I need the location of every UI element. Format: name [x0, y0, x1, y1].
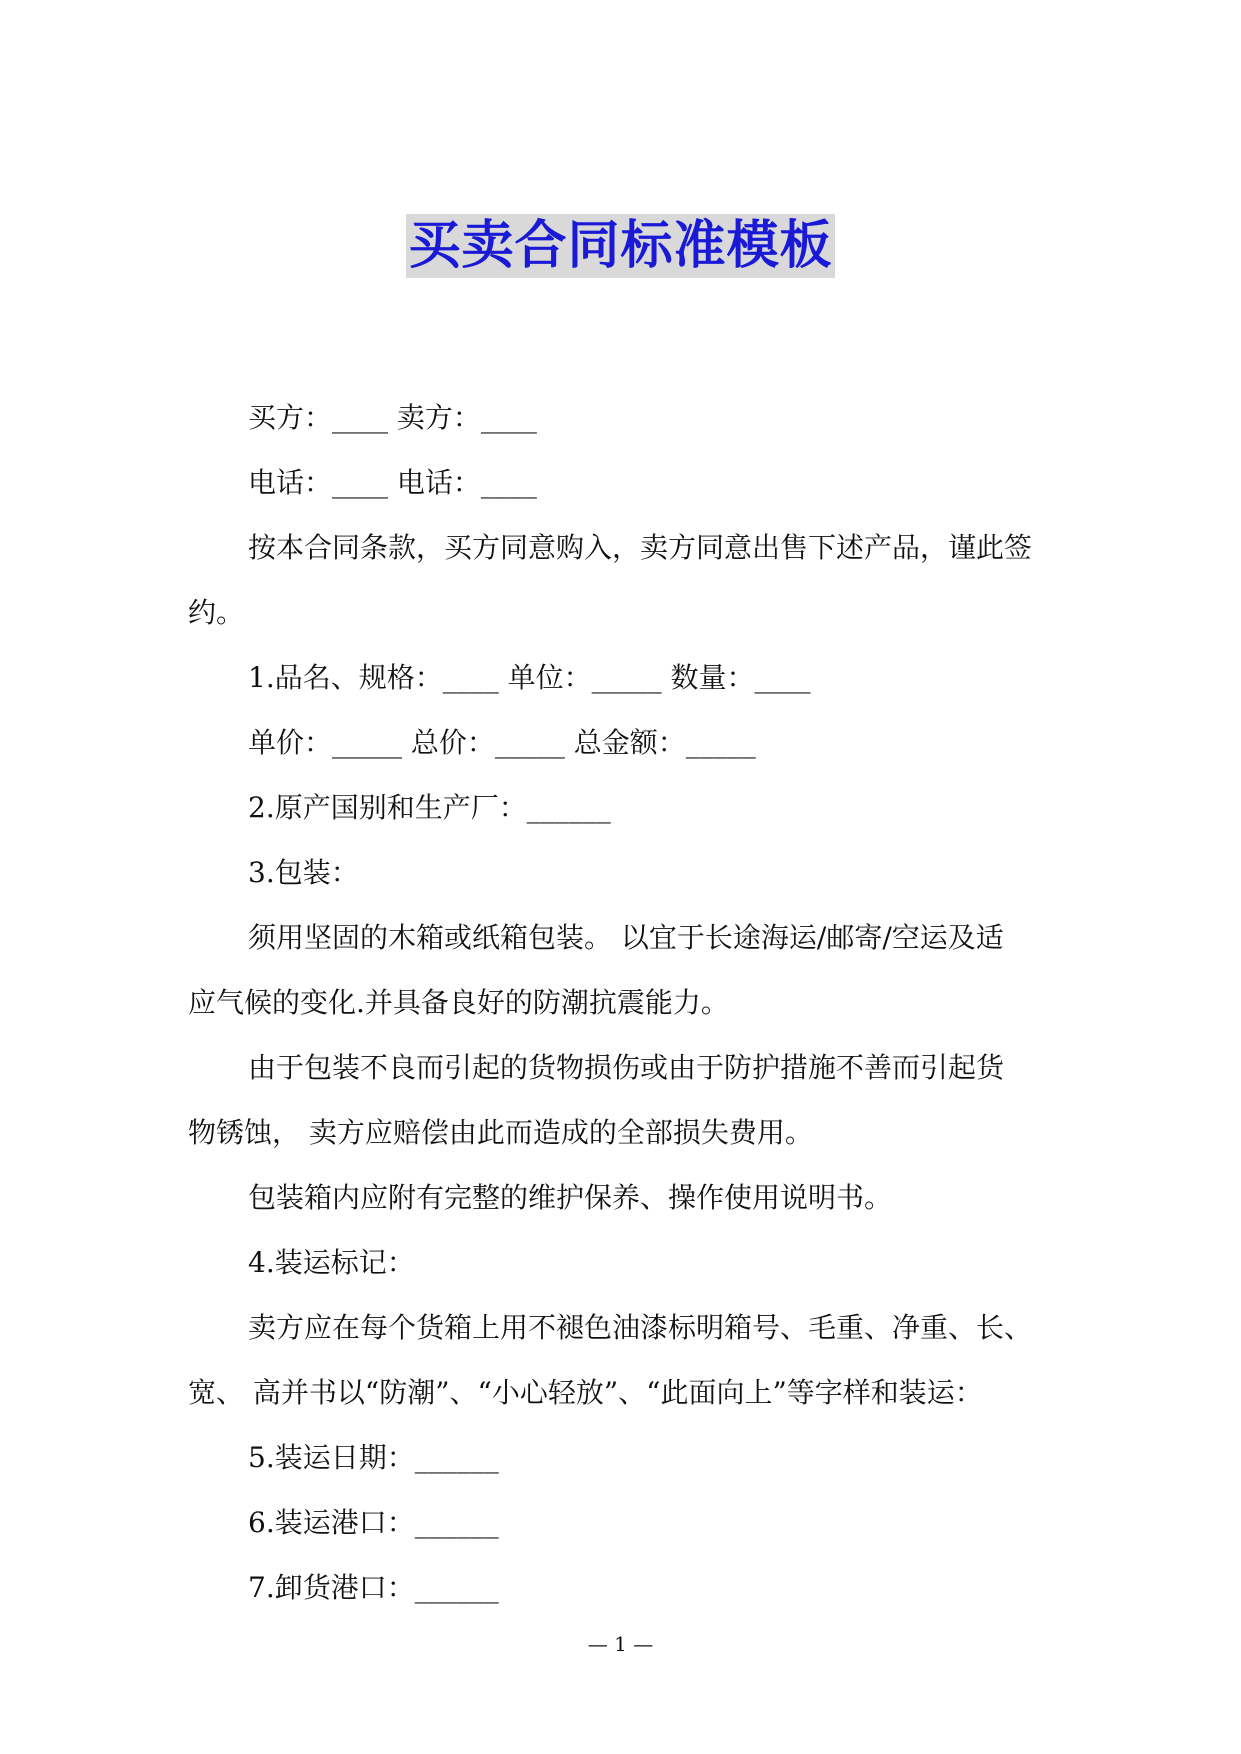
- document-line: 包装箱内应附有完整的维护保养、操作使用说明书。: [248, 1181, 893, 1214]
- document-line: 买方：____ 卖方：____: [248, 401, 537, 434]
- page-number: — 1 —: [587, 1632, 654, 1656]
- document-line: 须用坚固的木箱或纸箱包装。 以宜于长途海运/邮寄/空运及适: [248, 921, 1004, 954]
- document-line: 应气候的变化.并具备良好的防潮抗震能力。: [188, 986, 729, 1019]
- document-line: 卖方应在每个货箱上用不褪色油漆标明箱号、毛重、净重、长、: [248, 1311, 1033, 1344]
- document-title: 买卖合同标准模板: [408, 216, 833, 276]
- document-line: 6.装运港口：______: [248, 1506, 499, 1539]
- document-body: [188, 385, 1058, 1620]
- document-line: 由于包装不良而引起的货物损伤或由于防护措施不善而引起货: [248, 1051, 1005, 1084]
- document-line: 3.包装：: [248, 856, 359, 889]
- document-line: 2.原产国别和生产厂：______: [248, 791, 611, 824]
- document-line: 7.卸货港口：______: [248, 1571, 499, 1604]
- document-line: 电话：____ 电话：____: [248, 466, 537, 499]
- document-line: 5.装运日期：______: [248, 1441, 499, 1474]
- document-line: 1.品名、规格：____ 单位：_____ 数量：____: [248, 661, 811, 694]
- document-line: 按本合同条款，买方同意购入，卖方同意出售下述产品，谨此签: [248, 531, 1033, 564]
- document-line: 宽、 高并书以“防潮”、“小心轻放”、“此面向上”等字样和装运：: [188, 1376, 983, 1409]
- document-line: 单价：_____ 总价：_____ 总金额：_____: [248, 726, 756, 759]
- document-line: 4.装运标记：: [248, 1246, 415, 1279]
- document-line: 约。: [188, 596, 245, 629]
- document-line: 物锈蚀， 卖方应赔偿由此而造成的全部损失费用。: [188, 1116, 813, 1149]
- title-container: [0, 214, 1241, 278]
